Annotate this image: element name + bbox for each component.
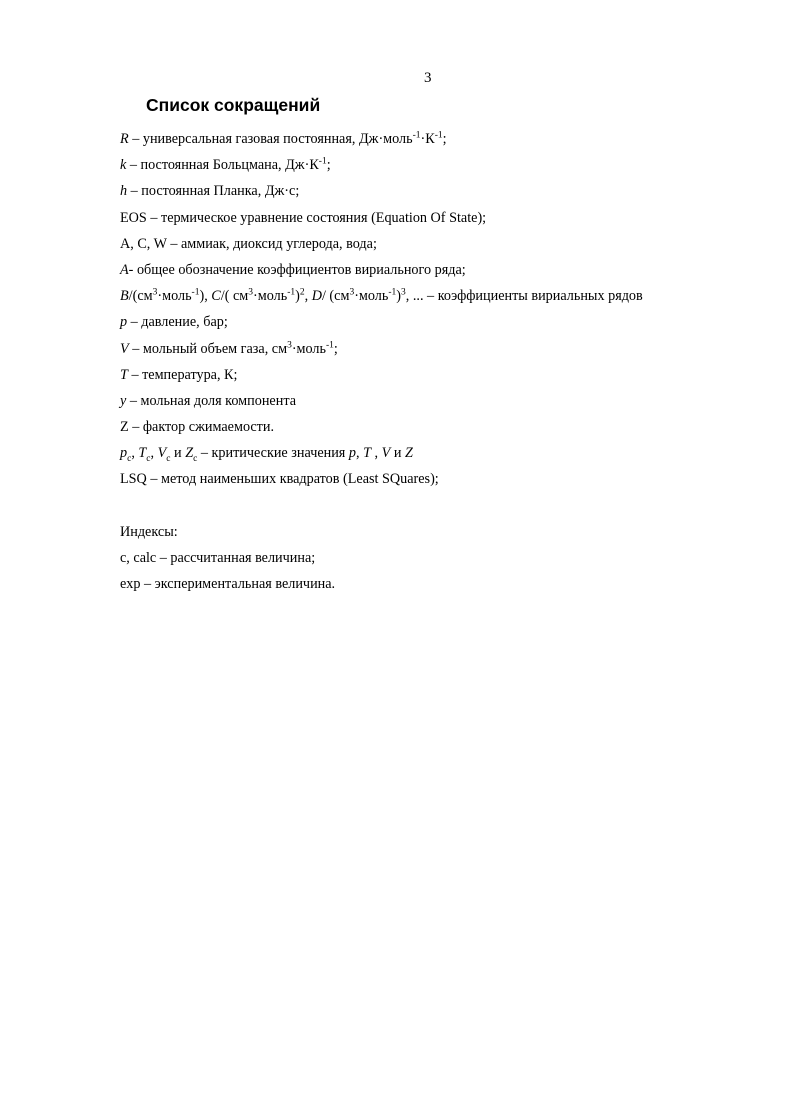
abbr-eos: EOS – термическое уравнение состояния (Equation Of State); [120, 209, 487, 226]
abbr-y: y – мольная доля компонента [120, 392, 296, 409]
abbreviations-list [120, 126, 780, 597]
abbr-T: T – температура, К; [120, 366, 238, 383]
abbr-critical: $p_c$, $T_c$, $V_c$ и $Z_c$ – критические значения p, T , V и Z [120, 445, 413, 465]
abbr-Z: Z – фактор сжимаемости. [120, 419, 275, 436]
abbr-R: R – универсальная газовая постоянная, $Дж\cdot моль^{-1}\cdot К^{-1}$; [120, 130, 447, 147]
page-title: Список сокращений [146, 95, 321, 115]
page-number: 3 [424, 70, 432, 86]
abbr-h: h – постоянная Планка, Дж·с; [120, 183, 300, 200]
abbr-p: p – давление, бар; [120, 314, 228, 331]
abbr-BCD: $B/(см^3\cdot моль^{-1})$, C/( $см^3\cdot моль^{-1})^2$, D/ $(см^3\cdot моль^{-1})^3$, ... – коэффициенты вириальных рядов [120, 287, 643, 305]
indices-title: Индексы: [120, 523, 178, 540]
abbr-lsq: LSQ – метод наименьших квадратов (Least SQuares); [120, 471, 439, 488]
spacer [120, 493, 780, 519]
abbr-k: k – постоянная Больцмана, $Дж\cdot К^{-1}$; [120, 156, 331, 174]
abbr-A: A- общее обозначение коэффициентов вириального ряда; [120, 261, 466, 278]
abbr-acw: A, C, W – аммиак, диоксид углерода, вода; [120, 235, 377, 252]
abbr-V: V – мольный объем газа, $см^3\cdot моль^{-1}$; [120, 339, 338, 357]
index-item: exp – экспериментальная величина. [120, 576, 336, 593]
index-item: c, calc – рассчитанная величина; [120, 550, 316, 566]
